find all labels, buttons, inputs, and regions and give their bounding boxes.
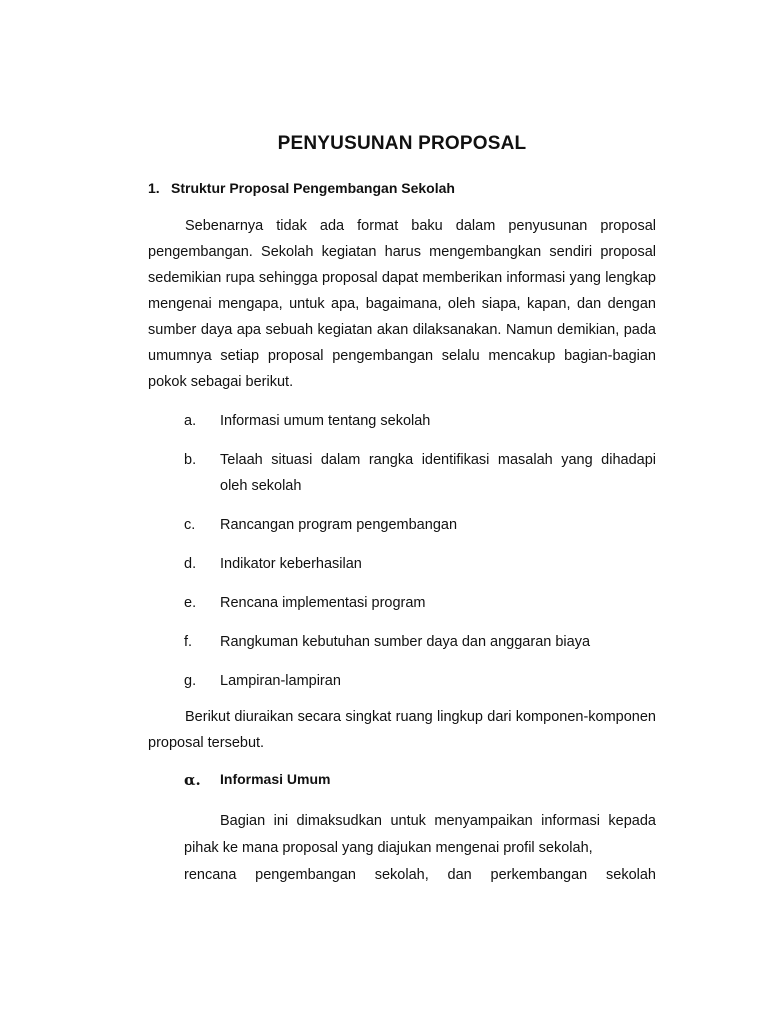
list-item-marker: c. (184, 517, 196, 533)
list-item-marker: e. (184, 595, 197, 611)
section-heading-text: Struktur Proposal Pengembangan Sekolah (171, 180, 455, 196)
list-item (184, 668, 656, 694)
list-item-text: Rencana implementasi program (220, 595, 426, 611)
list-item (184, 408, 656, 434)
list-item-marker: a. (184, 413, 197, 429)
list-item-text: Lampiran-lampiran (220, 673, 341, 689)
list-item-marker: f. (184, 634, 193, 650)
subsection-paragraph-last-line: rencana pengembangan sekolah, dan perkembangan sekolah (184, 867, 656, 883)
list-item (184, 551, 656, 577)
section-number: 1. (148, 180, 160, 196)
list-item (184, 590, 656, 616)
list-item-text: Rancangan program pengembangan (220, 517, 458, 533)
list-item-text: Indikator keberhasilan (220, 556, 362, 572)
list-item-text: Rangkuman kebutuhan sumber daya dan anggaran biaya (220, 634, 591, 650)
subsection-marker: α. (184, 771, 201, 789)
list-item (184, 512, 656, 538)
list-item-text: Telaah situasi dalam rangka identifikasi masalah yang dihadapi oleh sekolah (220, 452, 656, 494)
list-item-marker: b. (184, 452, 197, 468)
subsection-paragraph (184, 808, 656, 889)
list-item-text: Informasi umum tentang sekolah (220, 413, 431, 429)
component-list (184, 408, 656, 707)
section-heading (148, 180, 455, 196)
subsection-heading-text: Informasi Umum (220, 771, 331, 787)
subsection-heading (184, 771, 330, 789)
list-item-marker: g. (184, 673, 197, 689)
list-item (184, 629, 656, 655)
list-item (184, 447, 656, 499)
document-title: PENYUSUNAN PROPOSAL (277, 133, 527, 154)
intro-paragraph: Sebenarnya tidak ada format baku dalam penyusunan proposal pengembangan. Sekolah kegiatan harus mengembangkan sendiri proposal sedemikian rupa sehingga proposal dapat memberikan informasi yang lengkap mengenai mengapa, untuk apa, bagaimana, oleh siapa, kapan, dan dengan sumber daya apa sebuah kegiatan akan dilaksanakan. Namun demikian, pada umumnya setiap proposal pengembangan selalu mencakup bagian-bagian pokok sebagai berikut. (148, 218, 656, 390)
after-list-paragraph: Berikut diuraikan secara singkat ruang lingkup dari komponen-komponen proposal tersebut. (148, 709, 656, 751)
list-item-marker: d. (184, 556, 197, 572)
subsection-paragraph-text: Bagian ini dimaksudkan untuk menyampaikan informasi kepada pihak ke mana proposal yang diajukan mengenai profil sekolah, (184, 813, 656, 856)
